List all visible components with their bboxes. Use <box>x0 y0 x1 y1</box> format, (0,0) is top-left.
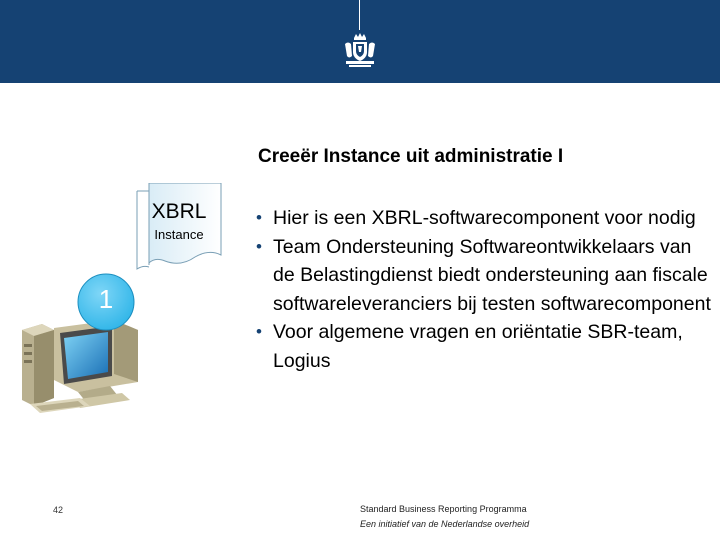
footer-programme: Standard Business Reporting Programma <box>360 504 527 514</box>
bullet-marker: • <box>256 236 262 256</box>
bullet-marker: • <box>256 322 262 341</box>
rijksoverheid-crest-icon <box>340 30 380 70</box>
bullet-text: Voor algemene vragen en oriëntatie SBR-team, Logius <box>273 321 683 372</box>
footer-initiative: Een initiatief van de Nederlandse overheid <box>360 519 530 529</box>
page-number: 42 <box>53 505 64 515</box>
step-number: 1 <box>98 284 114 314</box>
bullet-list <box>253 204 713 375</box>
document-subtitle: Instance <box>154 227 204 242</box>
document-title: XBRL <box>151 200 207 223</box>
slide-title: Creeër Instance uit administratie I <box>258 146 564 167</box>
bullet-item <box>253 233 713 319</box>
bullet-item <box>253 204 713 233</box>
bullet-text: Team Ondersteuning Softwareontwikkelaars van de Belastingdienst biedt ondersteuning aan fiscale softwareleveranciers bij testen softwarecomponent <box>273 235 711 315</box>
bullet-marker: • <box>256 208 262 227</box>
bullet-item <box>253 318 713 375</box>
bullet-text: Hier is een XBRL-softwarecomponent voor nodig <box>273 207 696 229</box>
logo-divider <box>359 0 360 30</box>
